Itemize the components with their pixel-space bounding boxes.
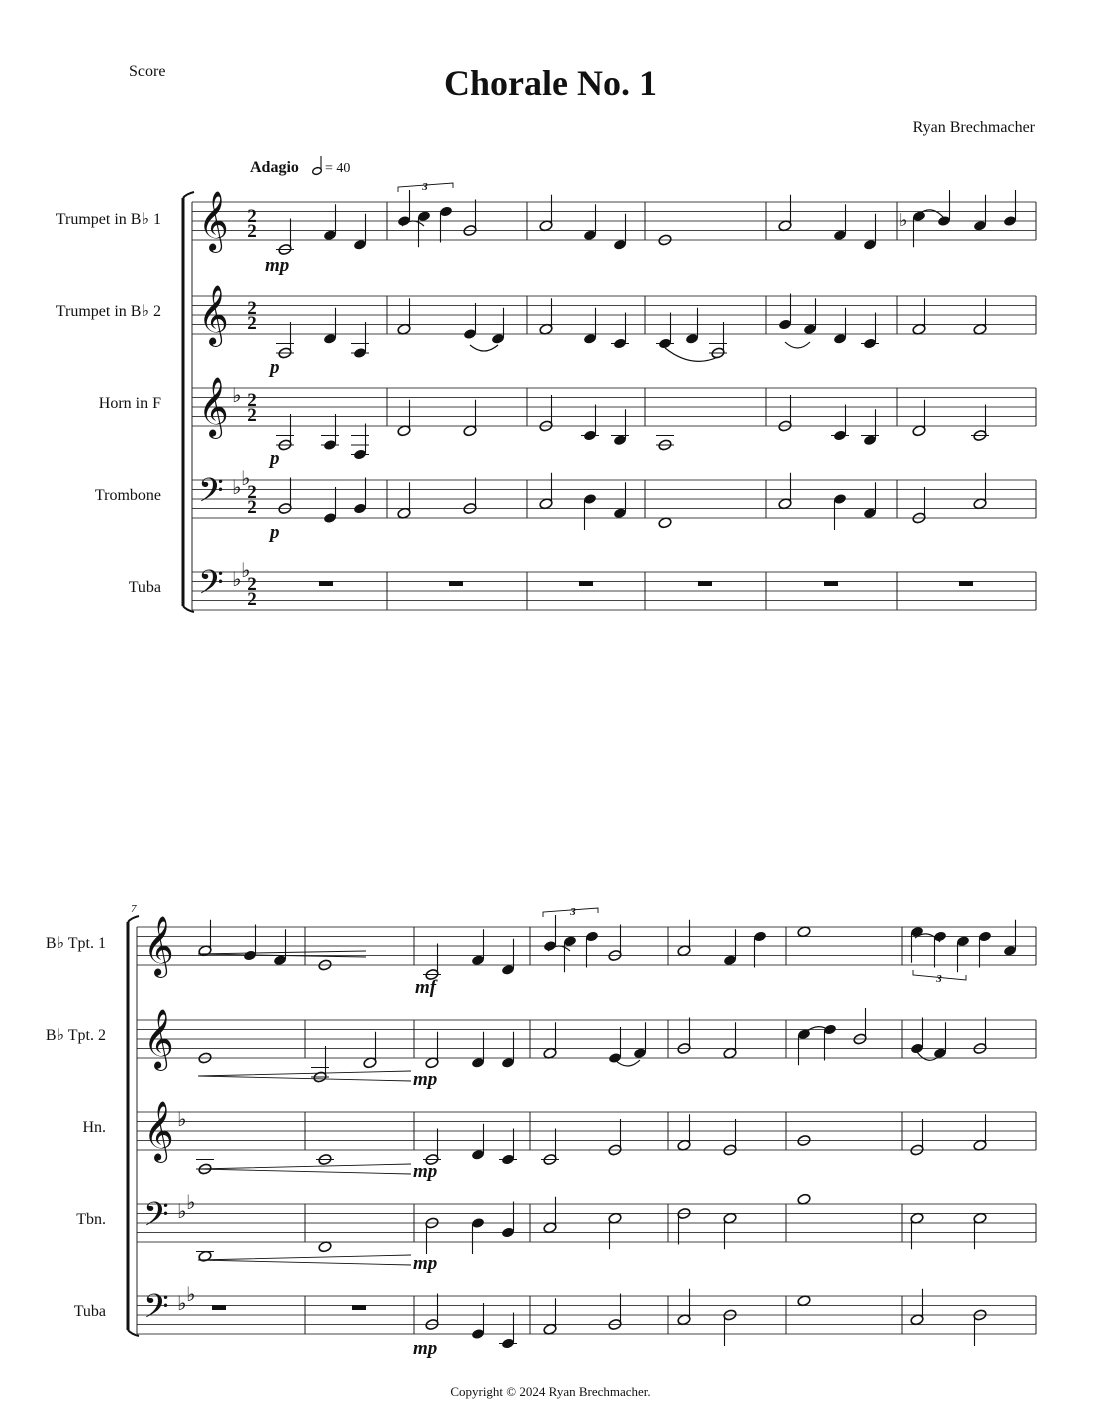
svg-text:2: 2: [247, 206, 257, 227]
svg-text:2: 2: [247, 574, 257, 595]
whole-rest: [212, 1305, 226, 1310]
tuplet-number-s2: 3: [570, 906, 576, 918]
time-signatures: [247, 206, 257, 610]
dynamic-s2-trumpet-1: mf: [415, 977, 437, 998]
instrument-name-tuba: Tuba: [128, 579, 161, 596]
flat-icon: ♭: [232, 567, 242, 591]
whole-rest: [698, 581, 712, 586]
score-label: Score: [129, 63, 166, 80]
tempo-marking: Adagio: [250, 159, 299, 176]
instrument-name-trumpet-2: Trumpet in B♭ 2: [55, 303, 161, 320]
svg-text:2: 2: [247, 221, 257, 242]
whole-rest: [824, 581, 838, 586]
dynamic-trumpet-1: mp: [265, 255, 290, 276]
treble-clef-icon: 𝄞: [198, 285, 229, 345]
metronome-value: = 40: [325, 161, 351, 176]
flat-icon: ♭: [241, 558, 251, 582]
copyright-notice: Copyright © 2024 Ryan Brechmacher.: [450, 1384, 651, 1399]
flat-icon: ♭: [186, 1190, 196, 1214]
instrument-abbr-trumpet-1: B♭ Tpt. 1: [45, 935, 106, 952]
bass-clef-icon: 𝄢: [143, 1196, 169, 1242]
dynamic-s2-trombone: mp: [413, 1253, 438, 1274]
instrument-name-trombone: Trombone: [94, 487, 161, 504]
bar-number: 7: [131, 903, 137, 915]
flat-icon: ♭: [232, 383, 242, 407]
notes: [196, 190, 1017, 1350]
flat-icon: ♭: [899, 210, 908, 231]
instrument-abbr-horn: Hn.: [82, 1119, 106, 1136]
whole-rest: [579, 581, 593, 586]
composer-name: Ryan Brechmacher: [912, 119, 1035, 136]
whole-rest: [449, 581, 463, 586]
bass-clef-icon: 𝄢: [143, 1288, 169, 1334]
treble-clef-icon: 𝄞: [198, 191, 229, 251]
tuplet-number-s2-b: 3: [936, 973, 942, 985]
bass-clef-icon: 𝄢: [198, 472, 224, 518]
treble-clef-icon: 𝄞: [143, 1009, 174, 1069]
crescendo-hairpin: [198, 1164, 411, 1174]
treble-clef-icon: 𝄞: [198, 377, 229, 437]
svg-text:2: 2: [247, 298, 257, 319]
instrument-name-horn: Horn in F: [98, 395, 161, 412]
dynamic-trumpet-2: p: [270, 357, 280, 378]
flat-icon: ♭: [186, 1282, 196, 1306]
page-title: Chorale No. 1: [444, 63, 657, 103]
treble-clef-icon: 𝄞: [143, 916, 174, 976]
flat-icon: ♭: [232, 475, 242, 499]
instrument-abbr-tuba: Tuba: [73, 1303, 106, 1320]
dynamic-s2-horn: mp: [413, 1161, 438, 1182]
treble-clef-icon: 𝄞: [143, 1101, 174, 1161]
dynamic-s2-tuba: mp: [413, 1338, 438, 1359]
flat-icon: ♭: [177, 1199, 187, 1223]
crescendo-hairpin: [198, 1255, 411, 1265]
whole-rest: [959, 581, 973, 586]
slur: [785, 342, 810, 348]
svg-text:2: 2: [247, 497, 257, 518]
svg-text:2: 2: [247, 589, 257, 610]
slur: [665, 348, 718, 361]
svg-text:2: 2: [247, 405, 257, 426]
flat-icon: ♭: [177, 1107, 187, 1131]
dynamic-trombone: p: [270, 522, 280, 543]
svg-text:2: 2: [247, 390, 257, 411]
dynamic-horn: p: [270, 448, 280, 469]
instrument-abbr-trombone: Tbn.: [76, 1211, 106, 1228]
svg-text:2: 2: [247, 313, 257, 334]
markings: [128, 191, 944, 1336]
svg-text:2: 2: [247, 482, 257, 503]
slur: [470, 345, 498, 351]
instrument-name-trumpet-1: Trumpet in B♭ 1: [55, 211, 161, 228]
slur: [615, 1060, 640, 1066]
dynamic-s2-trumpet-2: mp: [413, 1069, 438, 1090]
tuplet-number: 3: [422, 181, 428, 193]
instrument-abbr-trumpet-2: B♭ Tpt. 2: [45, 1027, 106, 1044]
crescendo-hairpin: [198, 1071, 411, 1081]
whole-rest: [352, 1305, 366, 1310]
flat-icon: ♭: [177, 1291, 187, 1315]
flat-icon: ♭: [241, 466, 251, 490]
bass-clef-icon: 𝄢: [198, 564, 224, 610]
whole-rest: [319, 581, 333, 586]
